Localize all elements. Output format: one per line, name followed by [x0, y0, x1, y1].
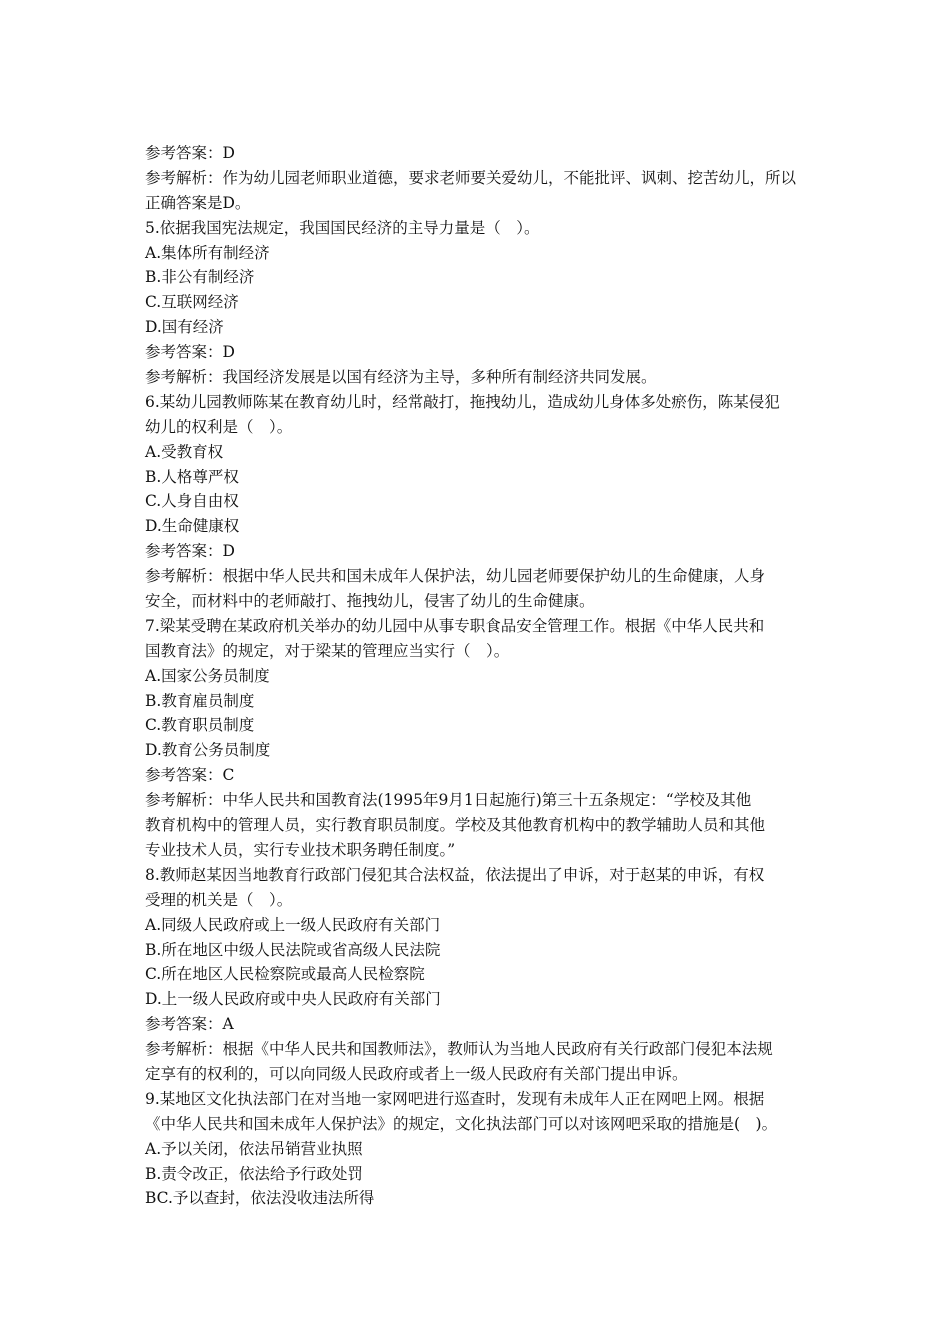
- option-a: A.受教育权: [145, 442, 224, 461]
- option-bc: BC.予以查封，依法没收违法所得: [145, 1189, 375, 1208]
- option-a: A.集体所有制经济: [145, 243, 270, 262]
- option-c: C.互联网经济: [145, 293, 239, 312]
- option-a: A.国家公务员制度: [145, 666, 270, 685]
- answer-line: 参考答案：A: [145, 1015, 234, 1034]
- explanation-line: 专业技术人员，实行专业技术职务聘任制度。”: [145, 840, 456, 859]
- explanation-line: 参考解析：我国经济发展是以国有经济为主导，多种所有制经济共同发展。: [145, 368, 657, 387]
- question-8-cont: 受理的机关是（ ）。: [145, 890, 293, 909]
- explanation-line: 安全，而材料中的老师敲打、拖拽幼儿，侵害了幼儿的生命健康。: [145, 592, 595, 611]
- question-6-cont: 幼儿的权利是（ ）。: [145, 417, 293, 436]
- explanation-line: 正确答案是D。: [145, 193, 251, 212]
- option-d: D.生命健康权: [145, 517, 240, 536]
- explanation-line: 参考解析：中华人民共和国教育法(1995年9月1日起施行)第三十五条规定：“学校及其他: [145, 791, 752, 810]
- question-7: 7.梁某受聘在某政府机关举办的幼儿园中从事专职食品安全管理工作。根据《中华人民共和: [145, 616, 765, 635]
- option-d: D.国有经济: [145, 318, 224, 337]
- option-b: B.责令改正，依法给予行政处罚: [145, 1164, 363, 1183]
- explanation-line: 教育机构中的管理人员，实行教育职员制度。学校及其他教育机构中的教学辅助人员和其他: [145, 816, 766, 835]
- explanation-line: 定享有的权利的，可以向同级人民政府或者上一级人民政府有关部门提出申诉。: [145, 1064, 688, 1083]
- option-c: C.所在地区人民检察院或最高人民检察院: [145, 965, 425, 984]
- option-a: A.予以关闭，依法吊销营业执照: [145, 1139, 363, 1158]
- option-c: C.教育职员制度: [145, 716, 255, 735]
- explanation-line: 参考解析：根据《中华人民共和国教师法》，教师认为当地人民政府有关行政部门侵犯本法规: [145, 1040, 773, 1059]
- question-9-cont: 《中华人民共和国未成年人保护法》的规定，文化执法部门可以对该网吧采取的措施是( )。: [145, 1114, 778, 1133]
- answer-line: 参考答案：D: [145, 343, 235, 362]
- question-6: 6.某幼儿园教师陈某在教育幼儿时，经常敲打，拖拽幼儿，造成幼儿身体多处瘀伤，陈某侵犯: [145, 392, 780, 411]
- question-5: 5.依据我国宪法规定，我国国民经济的主导力量是（ ）。: [145, 218, 540, 237]
- option-b: B.人格尊严权: [145, 467, 239, 486]
- question-8: 8.教师赵某因当地教育行政部门侵犯其合法权益，依法提出了申诉，对于赵某的申诉，有权: [145, 865, 765, 884]
- option-b: B.所在地区中级人民法院或省高级人民法院: [145, 940, 441, 959]
- option-b: B.教育雇员制度: [145, 691, 255, 710]
- option-d: D.教育公务员制度: [145, 741, 271, 760]
- option-c: C.人身自由权: [145, 492, 239, 511]
- question-7-cont: 国教育法》的规定，对于梁某的管理应当实行（ ）。: [145, 641, 510, 660]
- answer-line: 参考答案：D: [145, 144, 235, 162]
- option-a: A.同级人民政府或上一级人民政府有关部门: [145, 915, 441, 934]
- option-b: B.非公有制经济: [145, 268, 255, 287]
- question-9: 9.某地区文化执法部门在对当地一家网吧进行巡查时，发现有未成年人正在网吧上网。根据: [145, 1089, 765, 1108]
- answer-line: 参考答案：C: [145, 766, 235, 785]
- explanation-line: 参考解析：作为幼儿园老师职业道德，要求老师要关爱幼儿，不能批评、讽刺、挖苦幼儿，所以: [145, 168, 797, 187]
- document-body: [145, 141, 825, 1211]
- option-d: D.上一级人民政府或中央人民政府有关部门: [145, 990, 441, 1009]
- answer-line: 参考答案：D: [145, 542, 235, 561]
- explanation-line: 参考解析：根据中华人民共和国未成年人保护法，幼儿园老师要保护幼儿的生命健康，人身: [145, 567, 766, 586]
